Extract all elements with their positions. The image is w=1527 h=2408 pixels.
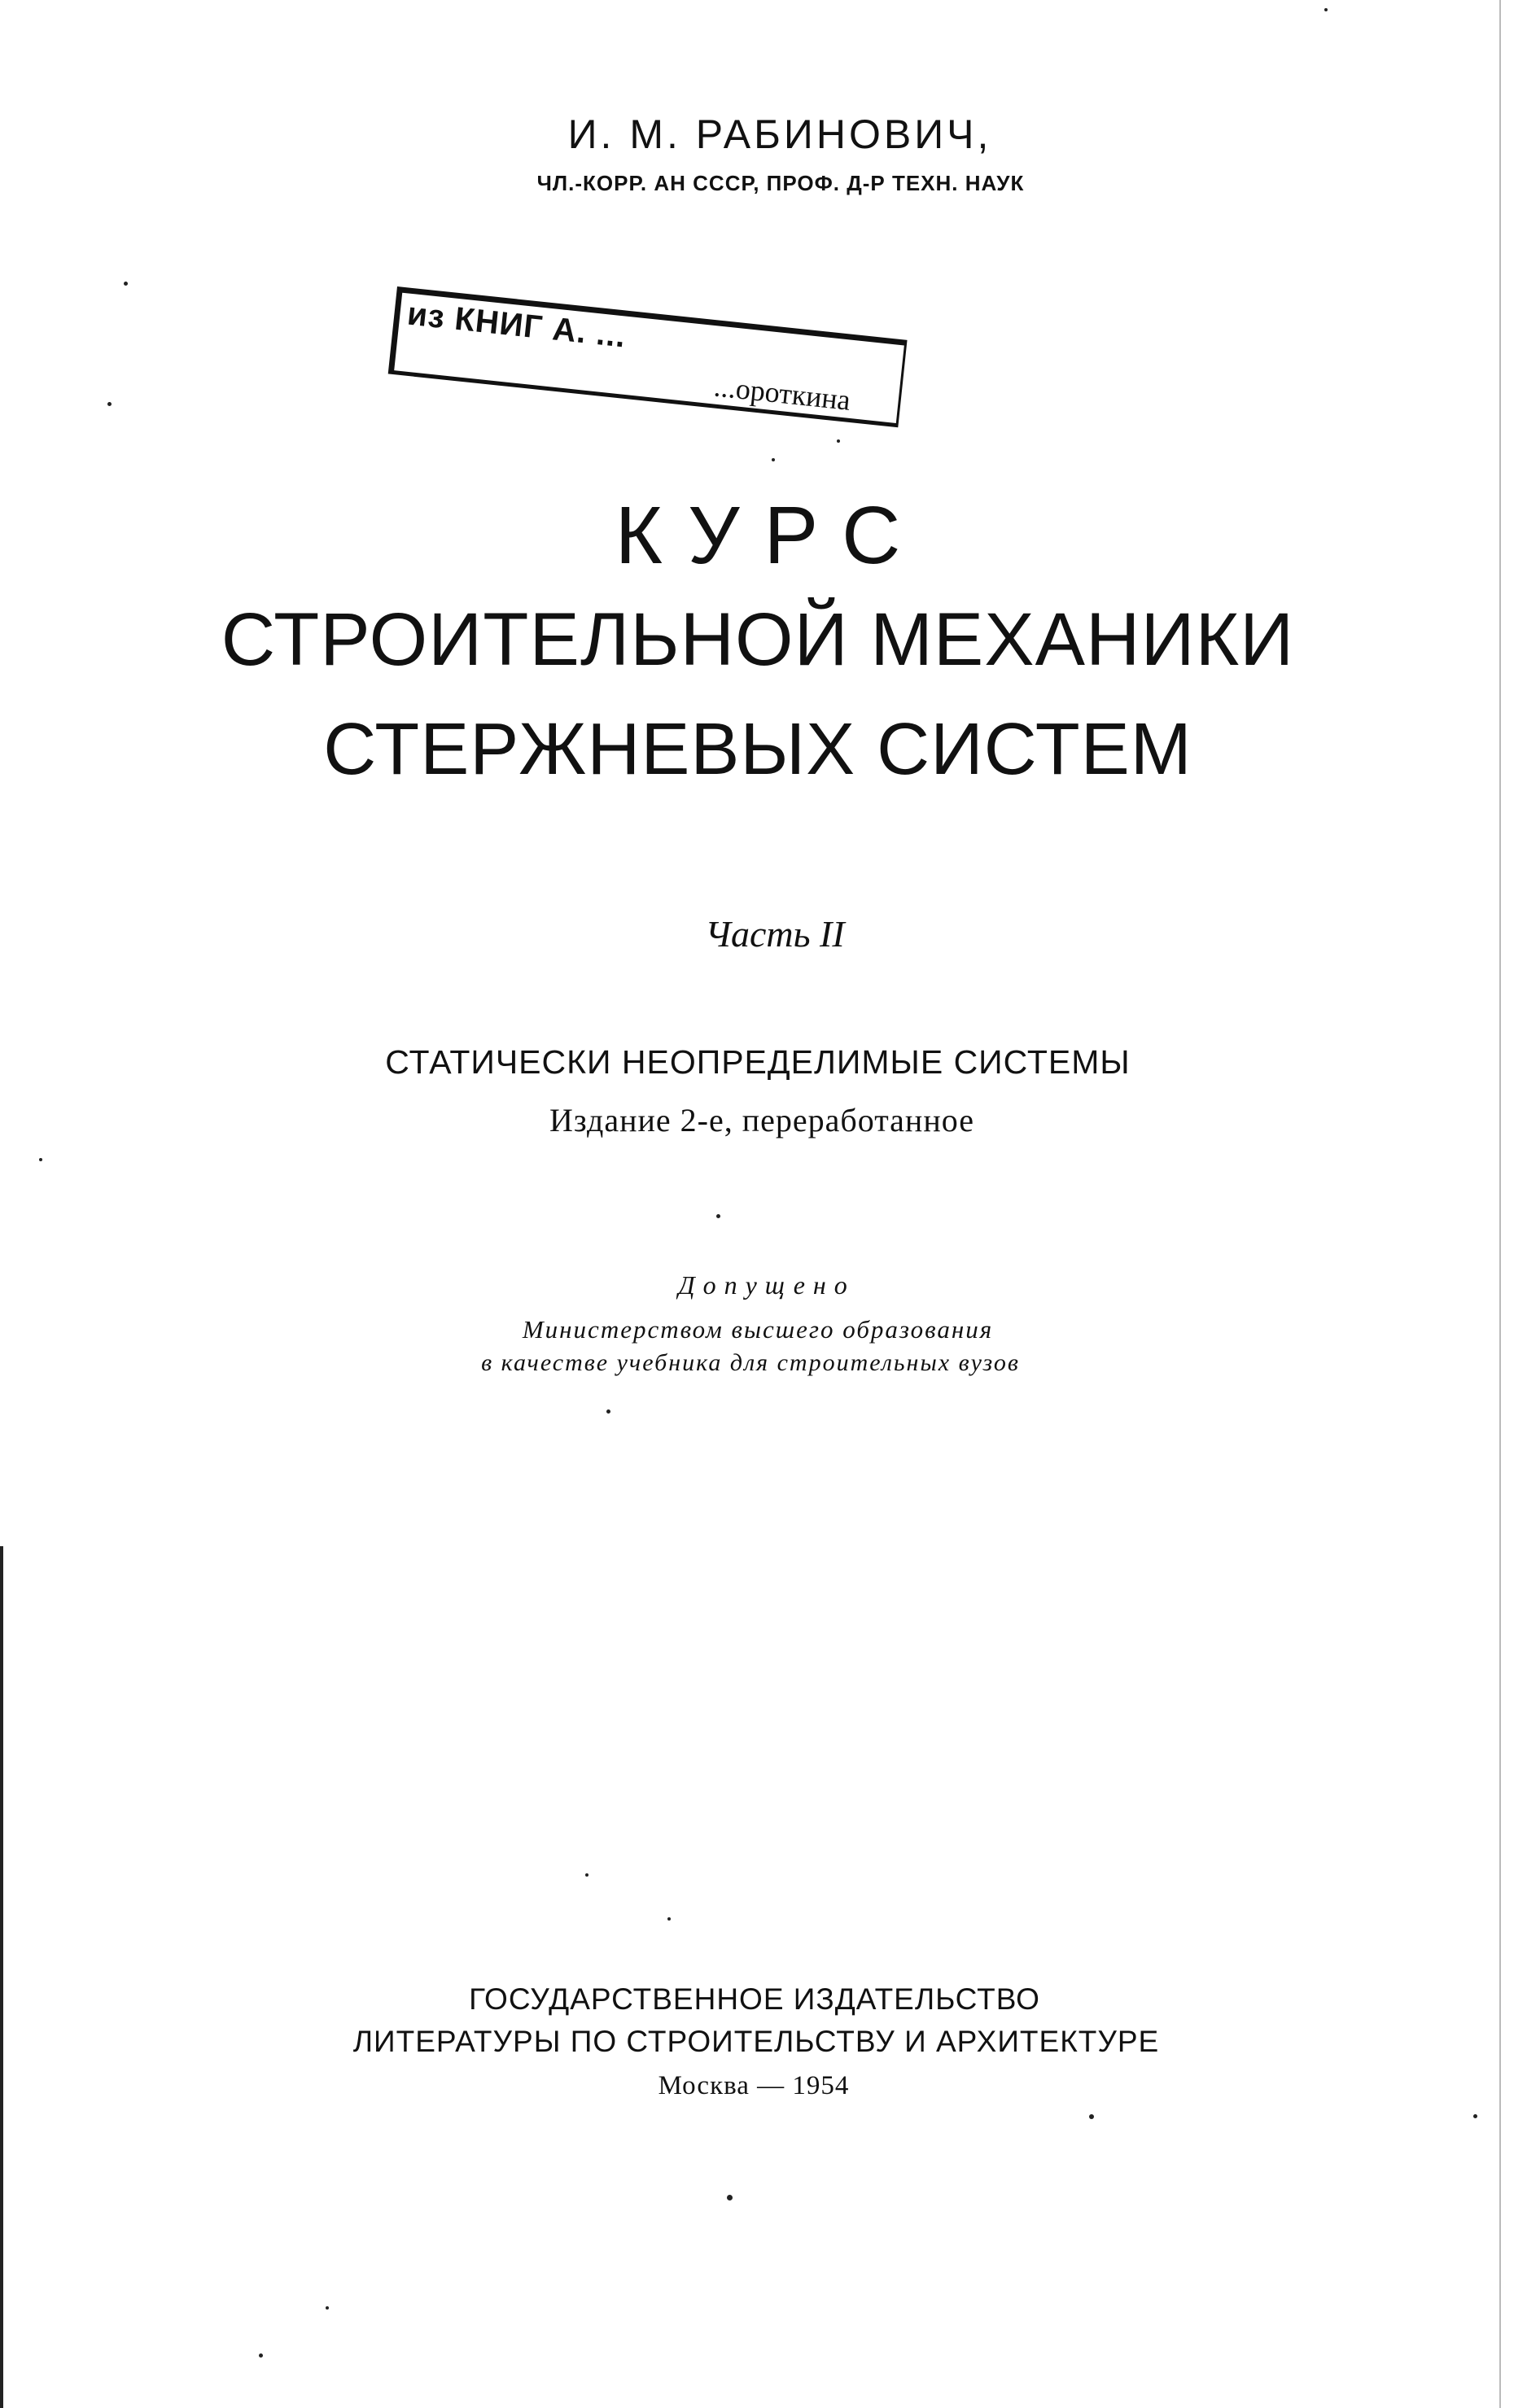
scan-speck — [39, 1158, 42, 1161]
approval-heading: Допущено — [678, 1270, 855, 1300]
library-stamp — [384, 286, 906, 465]
scan-edge-right — [1499, 0, 1501, 2408]
scan-speck — [124, 282, 128, 286]
title-line-1: КУРС — [615, 490, 925, 581]
approval-line-2: в качестве учебника для строительных вузов — [481, 1349, 1020, 1376]
title-line-2: СТРОИТЕЛЬНОЙ МЕХАНИКИ — [221, 598, 1295, 681]
scan-speck — [326, 2306, 329, 2310]
author-credentials: ЧЛ.-КОРР. АН СССР, ПРОФ. Д-Р ТЕХН. НАУК — [536, 171, 1025, 195]
scan-speck — [606, 1409, 610, 1414]
publisher-city-year: Москва — 1954 — [658, 2071, 850, 2100]
publisher-line-2: ЛИТЕРАТУРЫ ПО СТРОИТЕЛЬСТВУ И АРХИТЕКТУРЕ — [352, 2025, 1160, 2058]
scan-speck — [727, 2195, 733, 2200]
scan-speck — [1473, 2114, 1477, 2118]
stamp-text-line1: из КНИГ А. ... — [405, 295, 628, 355]
author-name: И. М. РАБИНОВИЧ, — [567, 111, 992, 157]
scan-speck — [772, 458, 775, 461]
scan-speck — [259, 2353, 263, 2358]
scan-speck — [1324, 8, 1328, 11]
scan-speck — [716, 1214, 720, 1218]
publisher-line-1: ГОСУДАРСТВЕННОЕ ИЗДАТЕЛЬСТВО — [469, 1982, 1040, 2016]
edition: Издание 2-е, переработанное — [549, 1102, 974, 1138]
scan-speck — [667, 1917, 671, 1921]
part-label: Часть II — [705, 913, 845, 955]
stamp-text-line2: ...ороткина — [712, 369, 852, 417]
scan-edge-left — [0, 1546, 3, 2408]
scan-speck — [1089, 2114, 1094, 2119]
title-line-3: СТЕРЖНЕВЫХ СИСТЕМ — [323, 709, 1192, 790]
scan-speck — [107, 402, 112, 406]
scan-speck — [585, 1873, 588, 1877]
scan-speck — [837, 439, 840, 443]
approval-line-1: Министерством высшего образования — [522, 1315, 994, 1344]
subtitle: СТАТИЧЕСКИ НЕОПРЕДЕЛИМЫЕ СИСТЕМЫ — [385, 1043, 1131, 1081]
